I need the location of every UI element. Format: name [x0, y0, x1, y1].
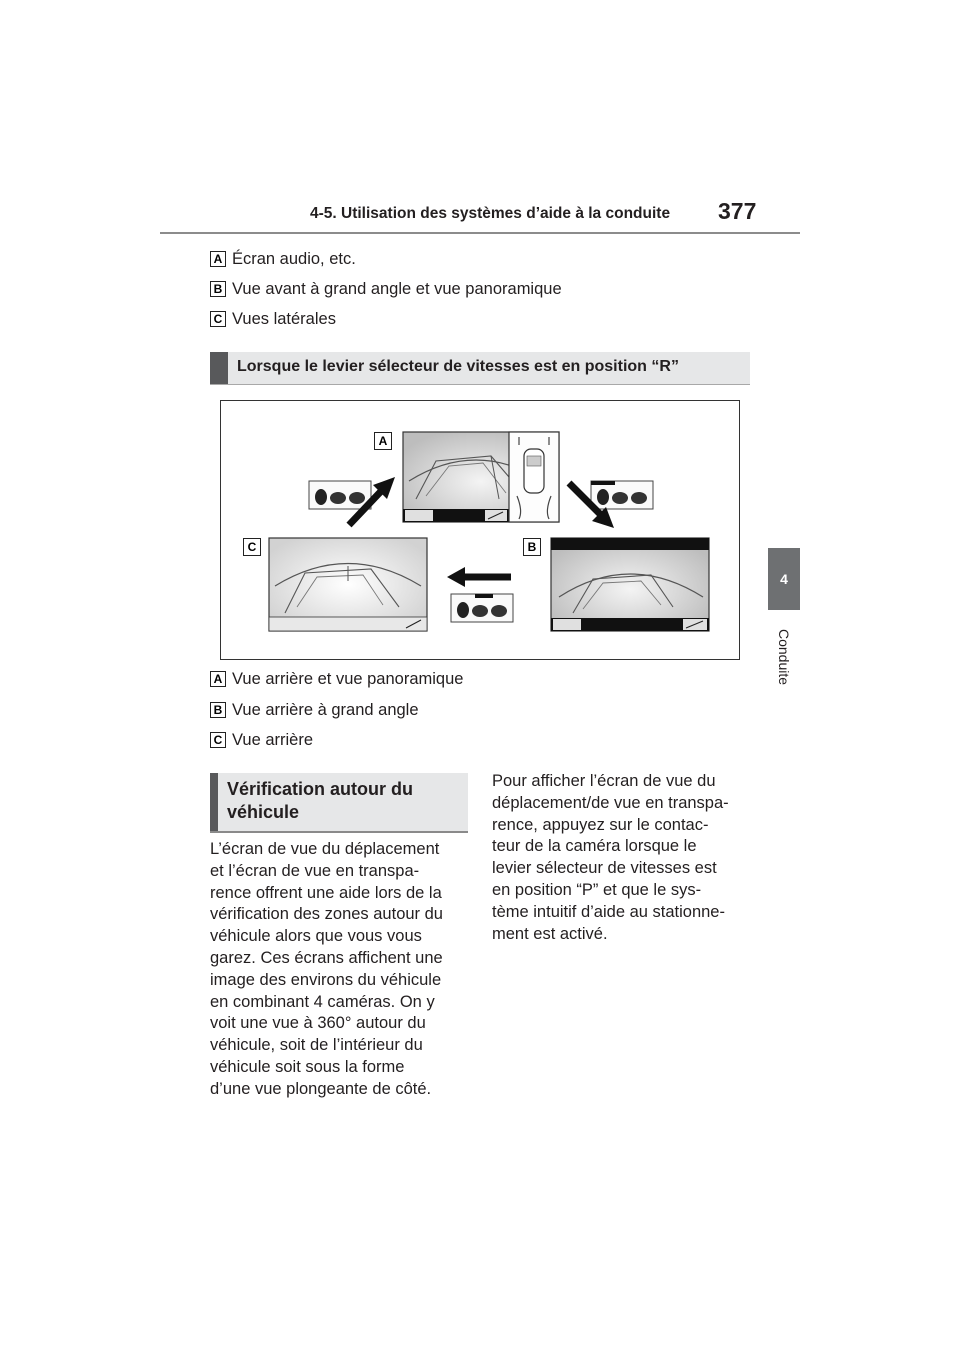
page-number: 377 [718, 198, 757, 224]
paragraph-line: ment est activé. [492, 924, 608, 943]
section-heading-title: Vérification autour du véhicule [227, 779, 414, 822]
label-a-box: A [210, 251, 226, 267]
header-rule [160, 232, 800, 234]
section-heading-surround-check [210, 773, 468, 833]
label-a-box: A [210, 671, 226, 687]
label-b-box: B [210, 702, 226, 718]
label-c-box: C [210, 311, 226, 327]
paragraph-line: garez. Ces écrans affichent une [210, 948, 443, 967]
list-item-text: Vue arrière à grand angle [232, 700, 419, 719]
figure-label-c: C [243, 538, 261, 556]
screen-a-rear-panoramic [403, 432, 559, 522]
paragraph-line: en position “P” et que le sys- [492, 880, 702, 899]
paragraph-line: L’écran de vue du déplacement [210, 840, 440, 858]
list-item [210, 669, 463, 689]
screen-b-rear-wide [551, 538, 709, 631]
list-item-text: Vue arrière et vue panoramique [232, 669, 464, 688]
screen-c-rear [269, 538, 427, 631]
chapter-tab-number: 4 [768, 548, 800, 610]
paragraph-line: véhicule, soit de l’intérieur du [210, 1036, 423, 1055]
paragraph-line: rence offrent une aide lors de la [210, 883, 442, 902]
section-bar-title: Lorsque le levier sélecteur de vitesses est en position “R” [237, 358, 679, 375]
list-item-text: Vue arrière [232, 730, 314, 749]
paragraph-line: en combinant 4 caméras. On y [210, 992, 435, 1011]
section-bar-reverse [210, 352, 750, 385]
camera-views-figure [220, 400, 740, 660]
chapter-tab-label [768, 612, 800, 702]
paragraph-line: d’une vue plongeante de côté. [210, 1079, 432, 1098]
section-header-title: 4-5. Utilisation des systèmes d’aide à la conduite [310, 205, 671, 222]
list-item-text: Vues latérales [232, 309, 336, 328]
paragraph-line: et l’écran de vue en transpa- [210, 861, 420, 880]
camera-switch-button-icon-bottom [451, 594, 513, 622]
right-paragraph [492, 771, 729, 945]
list-item-text: Écran audio, etc. [232, 249, 356, 268]
paragraph-line: teur de la caméra lorsque le [492, 837, 697, 856]
paragraph-line: Pour afficher l’écran de vue du [492, 772, 716, 790]
list-item [210, 730, 313, 750]
list-item [210, 700, 419, 720]
figure-label-a: A [374, 432, 392, 450]
paragraph-line: véhicule soit sous la forme [210, 1057, 405, 1076]
list-item [210, 249, 356, 269]
camera-switch-button-icon-right [591, 481, 653, 509]
section-heading-edge [210, 773, 218, 831]
list-item [210, 279, 562, 299]
left-paragraph [210, 839, 443, 1101]
arrow-left-icon [447, 567, 511, 587]
paragraph-line: rence, appuyez sur le contac- [492, 815, 709, 834]
camera-views-illustration [221, 401, 741, 661]
paragraph-line: vérification des zones autour du [210, 905, 443, 924]
label-b-box: B [210, 281, 226, 297]
paragraph-line: levier sélecteur de vitesses est [492, 859, 717, 878]
paragraph-line: véhicule alors que vous vous [210, 927, 422, 946]
label-c-box: C [210, 732, 226, 748]
figure-label-b: B [523, 538, 541, 556]
paragraph-line: déplacement/de vue en transpa- [492, 793, 729, 812]
section-bar-edge [210, 352, 228, 384]
chapter-tab-label-text: Conduite [776, 628, 792, 686]
paragraph-line: voit une vue à 360° autour du [210, 1014, 426, 1033]
list-item-text: Vue avant à grand angle et vue panoramique [232, 279, 562, 298]
paragraph-line: image des environs du véhicule [210, 970, 442, 989]
paragraph-line: tème intuitif d’aide au stationne- [492, 902, 725, 921]
camera-switch-button-icon-left [309, 481, 371, 509]
list-item [210, 309, 336, 329]
